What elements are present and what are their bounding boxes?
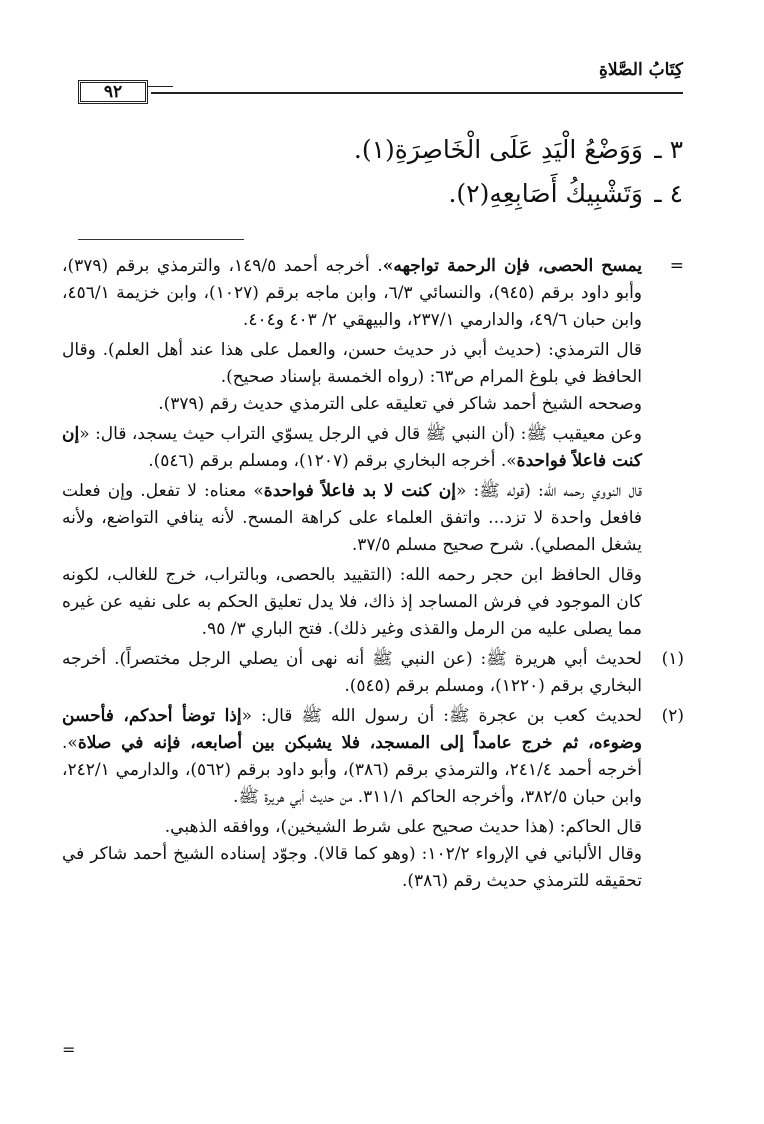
header-rule: [151, 92, 683, 94]
footnote-marker: (١): [661, 649, 684, 669]
book-title: كِتَابُ الصَّلاةِ: [598, 60, 683, 80]
footnote-text: قال الحاكم: (هذا حديث صحيح على شرط الشيخين)، ووافقه الذهبي.: [164, 817, 642, 837]
hadith-quote: إذا توضأ أحدكم، فأحسن وضوءه، ثم خرج عامداً إلى المسجد، فلا يشبكن بين أصابعه، فإنه في صلاة: [62, 706, 642, 753]
footnote-text: قال النووي رحمه الله: (قوله ﷺ: «: [455, 481, 642, 501]
footnote-2: [62, 703, 684, 811]
continuation-marker: =: [669, 256, 684, 276]
footnote-text: وقال الألباني في الإرواء ١٠٢/٢: (وهو كما قالا). وجوّد إسناده الشيخ أحمد شاكر في تحقيقه للترمذي حديث رقم (٣٨٦).: [62, 844, 642, 891]
header-rule-left: [148, 86, 173, 87]
footnote-text: » معناه: لا تفعل. وإن فعلت فافعل واحدة لا تزد... واتفق العلماء على كراهة المسح. لأنه ينافي التواضع، ولأنه يشغل المصلي). شرح صحيح مسلم ٣٧/٥.: [62, 481, 642, 555]
main-item: [78, 128, 683, 172]
main-item-number: ٣ ـ: [654, 135, 683, 164]
main-item-text: وَوَضْعُ الْيَدِ عَلَى الْخَاصِرَةِ(١).: [353, 135, 643, 164]
footnotes: [62, 253, 684, 898]
main-text-list: [78, 128, 683, 216]
nawawi-paragraph: [62, 478, 684, 559]
footnote-text: لحديث أبي هريرة ﷺ: (عن النبي ﷺ أنه نهى أن يصلي الرجل مختصراً). أخرجه البخاري برقم (١٢٢٠)، ومسلم برقم (٥٤٥).: [62, 649, 642, 696]
footnote-1: [62, 646, 684, 700]
tirmidhi-paragraph: [62, 337, 684, 418]
footnote-continuation: [62, 253, 684, 334]
page-number: ٩٢: [78, 80, 148, 104]
main-item: [78, 172, 683, 216]
footnote-text: لحديث كعب بن عجرة ﷺ: أن رسول الله ﷺ قال: «: [241, 706, 642, 726]
page-header: [78, 58, 683, 102]
footnote-text: قال الترمذي: (حديث أبي ذر حديث حسن، والعمل على هذا عند أهل العلم). وقال الحافظ في بلوغ المرام ص٦٣: (رواه الخمسة بإسناد صحيح).: [62, 340, 642, 387]
hadith-quote: إن كنت لا بد فاعلاً فواحدة: [263, 481, 456, 501]
page-end-marker: =: [62, 1040, 76, 1059]
main-item-text: وَتَشْبِيكُ أَصَابِعِهِ(٢).: [448, 179, 643, 208]
hadith-quote: إن كنت فاعلاً فواحدة: [62, 424, 642, 471]
hakim-paragraph: [62, 814, 684, 895]
footnote-text: ». أخرجه البخاري برقم (١٢٠٧)، ومسلم برقم (٥٤٦).: [148, 451, 517, 471]
hadith-quote: يمسح الحصى، فإن الرحمة تواجهه»: [382, 256, 643, 276]
footnote-text: ». أخرجه أحمد ٢٤١/٤، والترمذي برقم (٣٨٦)، وأبو داود برقم (٥٦٢)، والدارمي ٢٤٢/١، وابن حبان ٣٨٢/٥، وأخرجه الحاكم ٣١١/١. من حديث أبي هريرة ﷺ.: [62, 733, 642, 807]
footnote-text: وعن معيقيب ﷺ: (أن النبي ﷺ قال في الرجل يسوّي التراب حيث يسجد، قال: «: [79, 424, 642, 444]
footnote-separator: [78, 239, 244, 240]
muayqib-paragraph: [62, 421, 684, 475]
footnote-text: . أخرجه أحمد ١٤٩/٥، والترمذي برقم (٣٧٩)، وأبو داود برقم (٩٤٥)، والنسائي ٦/٣، وابن ماجه برقم (١٠٢٧)، وابن خزيمة ٤٥٦/١، وابن حبان ٤٩/٦، والدارمي ٢٣٧/١، والبيهقي ٢/ ٤٠٣ و٤٠٤.: [62, 256, 643, 330]
main-item-number: ٤ ـ: [654, 179, 683, 208]
ibn-hajar-paragraph: [62, 562, 684, 643]
footnote-text: وقال الحافظ ابن حجر رحمه الله: (التقييد بالحصى، وبالتراب، خرج للغالب، لكونه كان الموجود في فرش المساجد إذ ذاك، فلا يدل تعليق الحكم به على نفيه عن غيره مما يصلى عليه من الرمل والقذى وغير ذلك). فتح الباري ٣/ ٩٥.: [62, 565, 642, 639]
footnote-text: وصححه الشيخ أحمد شاكر في تعليقه على الترمذي حديث رقم (٣٧٩).: [158, 394, 642, 414]
footnote-marker: (٢): [661, 706, 684, 726]
